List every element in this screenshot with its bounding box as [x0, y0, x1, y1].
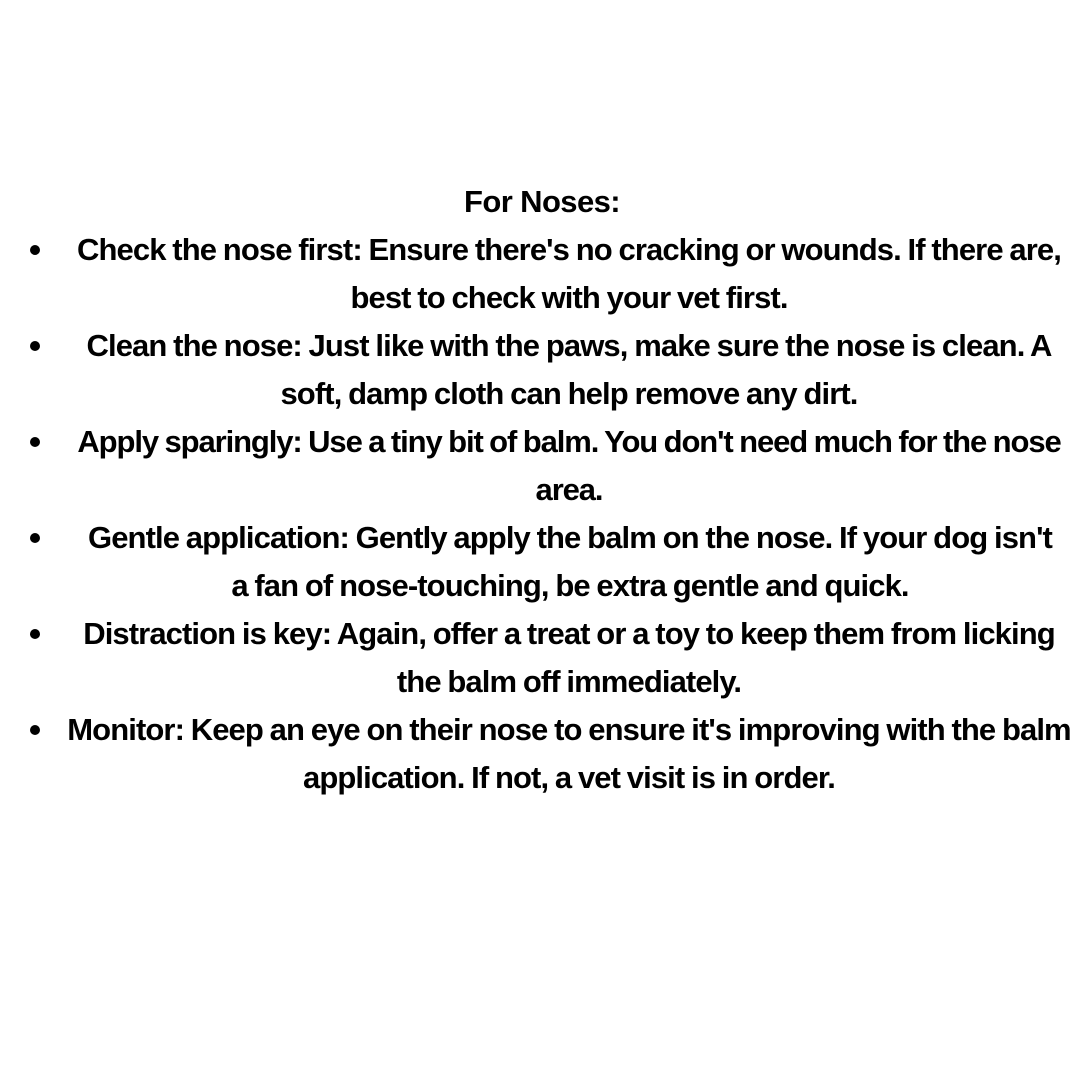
list-item-monitor — [0, 706, 1080, 802]
list-item-distraction — [0, 610, 1080, 706]
section-heading: For Noses: — [464, 184, 620, 219]
bullet-icon — [30, 629, 40, 639]
list-item-check-nose — [0, 226, 1080, 322]
list-item-text: Distraction is key: Again, offer a treat or a toy to keep them from licking the balm off immediately. — [83, 616, 1055, 699]
bullet-icon — [30, 245, 40, 255]
list-item-text: Check the nose first: Ensure there's no cracking or wounds. If there are, best to check with your vet first. — [77, 232, 1061, 315]
list-item-text: Monitor: Keep an eye on their nose to ensure it's improving with the balm application. If not, a vet visit is in order. — [67, 712, 1071, 795]
instruction-list — [0, 226, 1080, 802]
list-item-text: Apply sparingly: Use a tiny bit of balm. You don't need much for the nose area. — [77, 424, 1061, 507]
list-item-clean-nose — [0, 322, 1080, 418]
list-item-text: Gentle application: Gently apply the balm on the nose. If your dog isn't a fan of nose-touching, be extra gentle and quick. — [87, 520, 1052, 603]
list-item-text: Clean the nose: Just like with the paws, make sure the nose is clean. A soft, damp cloth can help remove any dirt. — [86, 328, 1052, 411]
bullet-icon — [30, 437, 40, 447]
nose-balm-instructions — [0, 178, 1080, 802]
bullet-icon — [30, 533, 40, 543]
list-item-apply-sparingly — [0, 418, 1080, 514]
list-item-gentle-application — [0, 514, 1080, 610]
bullet-icon — [30, 341, 40, 351]
bullet-icon — [30, 725, 40, 735]
